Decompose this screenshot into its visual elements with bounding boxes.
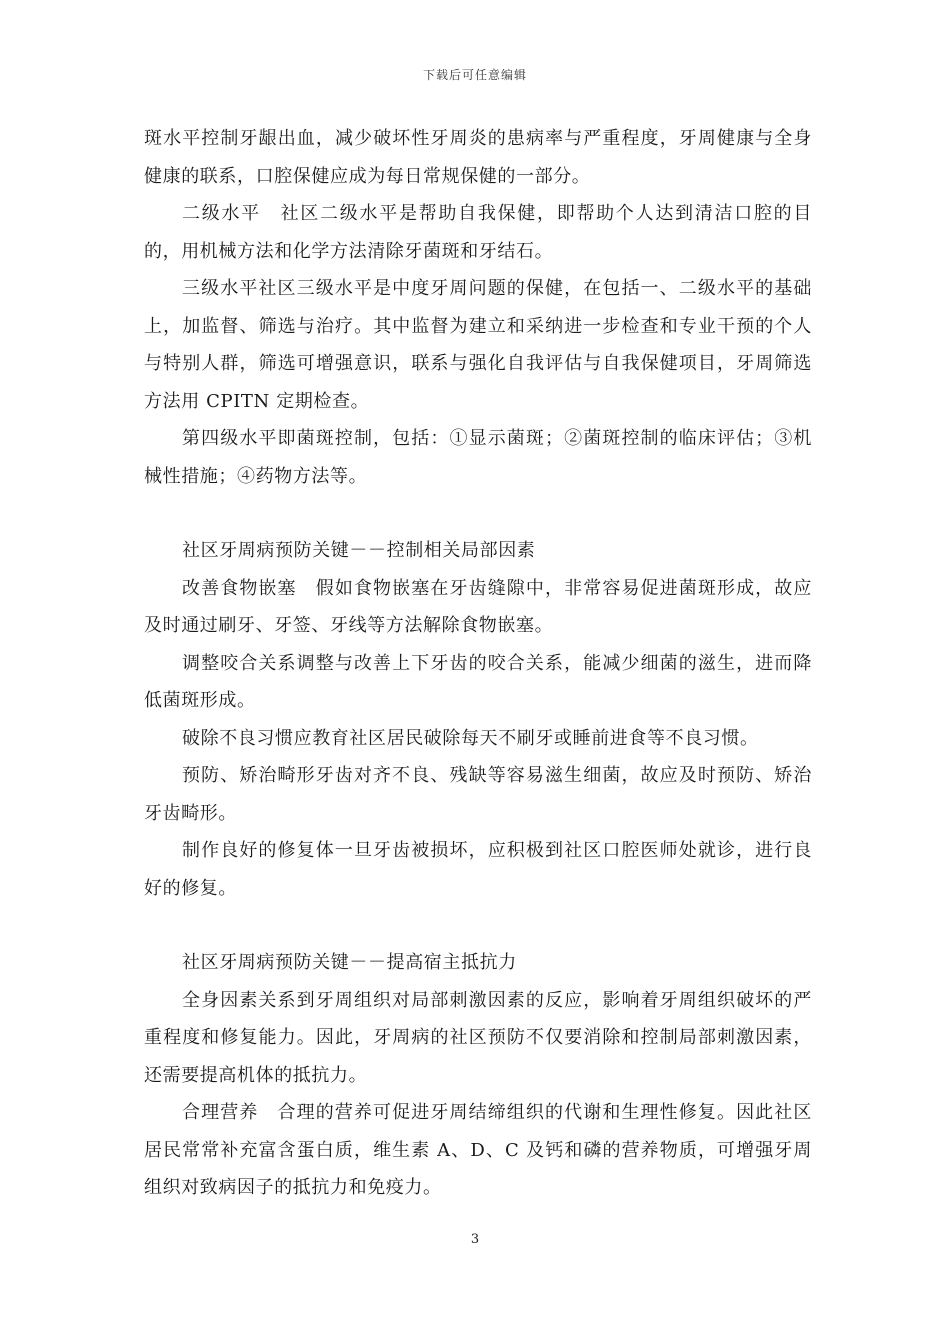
- paragraph-occlusion: 调整咬合关系调整与改善上下牙齿的咬合关系，能减少细菌的滋生，进而降低菌斑形成。: [144, 652, 812, 711]
- paragraph-restoration: 制作良好的修复体一旦牙齿被损坏，应积极到社区口腔医师处就诊，进行良好的修复。: [144, 840, 812, 899]
- paragraph-level-three: 三级水平社区三级水平是中度牙周问题的保健，在包括一、二级水平的基础上，加监督、筛选与治疗。其中监督为建立和采纳进一步检查和专业干预的个人与特别人群，筛选可增强意识，联系与强化自我评估与自我保健项目，牙周筛选方法用 CPITN 定期检查。: [144, 278, 812, 412]
- paragraph-level-two: 二级水平 社区二级水平是帮助自我保健，即帮助个人达到清洁口腔的目的，用机械方法和化学方法清除牙菌斑和牙结石。: [144, 203, 812, 262]
- paragraph-food-impaction: 改善食物嵌塞 假如食物嵌塞在牙齿缝隙中，非常容易促进菌斑形成，故应及时通过刷牙、牙签、牙线等方法解除食物嵌塞。: [144, 577, 812, 636]
- paragraph-malformation: 预防、矫治畸形牙齿对齐不良、残缺等容易滋生细菌，故应及时预防、矫治牙齿畸形。: [144, 765, 812, 824]
- paragraph-level-four: 第四级水平即菌斑控制，包括：①显示菌斑；②菌斑控制的临床评估；③机械性措施；④药物方法等。: [144, 428, 812, 487]
- page-header: 下载后可任意编辑: [422, 68, 527, 82]
- document-body: [144, 120, 812, 1207]
- page-number: 3: [470, 1232, 480, 1247]
- section-heading-local-factors: 社区牙周病预防关键－－控制相关局部因素: [182, 540, 536, 561]
- paragraph-continuation: 斑水平控制牙龈出血，减少破坏性牙周炎的患病率与严重程度，牙周健康与全身健康的联系，口腔保健应成为每日常规保健的一部分。: [144, 128, 812, 187]
- section-heading-host-resistance: 社区牙周病预防关键－－提高宿主抵抗力: [182, 952, 517, 973]
- section-spacer: [144, 907, 812, 944]
- paragraph-systemic-factors: 全身因素关系到牙周组织对局部刺激因素的反应，影响着牙周组织破坏的严重程度和修复能力。因此，牙周病的社区预防不仅要消除和控制局部刺激因素，还需要提高机体的抵抗力。: [144, 989, 812, 1086]
- section-spacer: [144, 495, 812, 532]
- paragraph-bad-habits: 破除不良习惯应教育社区居民破除每天不刷牙或睡前进食等不良习惯。: [182, 727, 759, 749]
- paragraph-nutrition: 合理营养 合理的营养可促进牙周结缔组织的代谢和生理性修复。因此社区居民常常补充富含蛋白质，维生素 A、D、C 及钙和磷的营养物质，可增强牙周组织对致病因子的抵抗力和免疫力。: [144, 1102, 812, 1198]
